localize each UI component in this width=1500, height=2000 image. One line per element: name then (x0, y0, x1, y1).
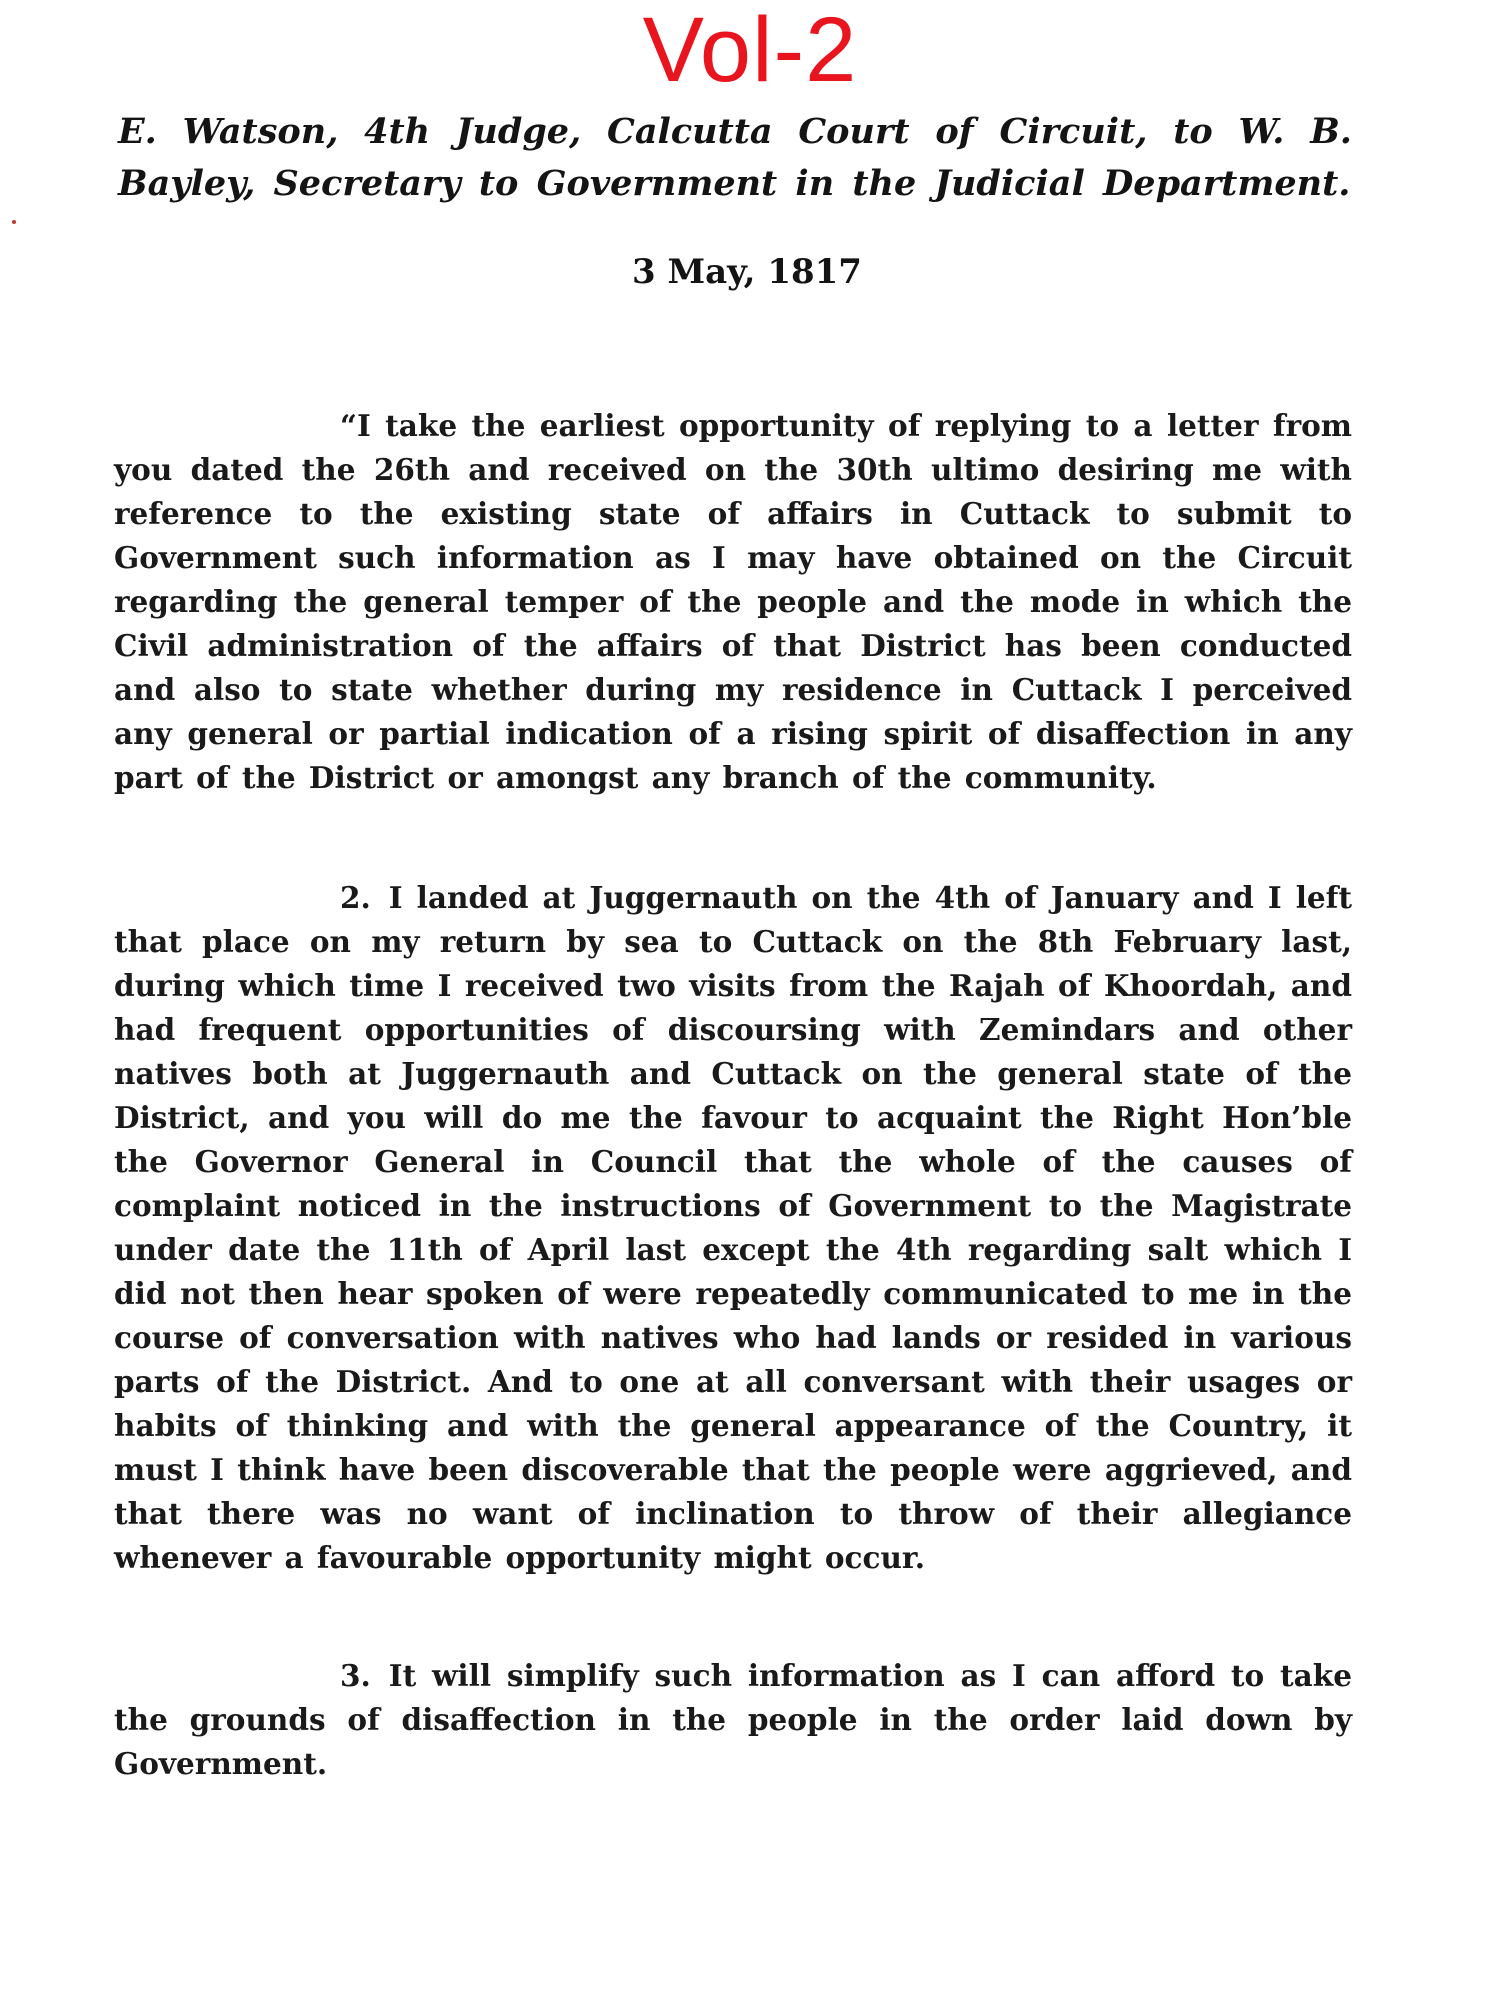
paragraph-3-number: 3. (340, 1657, 371, 1693)
letter-heading: E. Watson, 4th Judge, Calcutta Court of Circuit, to W. B. Bayley, Secretary to Government in the Judicial Department. (118, 111, 1352, 204)
volume-label: Vol-2 (642, 0, 858, 101)
paragraph-3-text: It will simplify such information as I can afford to take the grounds of disaffection in the people in the order laid down by Government. (114, 1657, 1352, 1781)
paragraph-1-text: “I take the earliest opportunity of replying to a letter from you dated the 26th and received on the 30th ultimo desiring me with reference to the existing state of affairs in Cuttack to submit to Government such information as I may have obtained on the Circuit regarding the general temper of the people and the mode in which the Civil administration of the affairs of that District has been conducted and also to state whether during my residence in Cuttack I perceived any general or partial indication of a rising spirit of disaffection in any part of the District or amongst any branch of the community. (114, 407, 1352, 795)
paragraph-2-number: 2. (340, 879, 371, 915)
letter-date: 3 May, 1817 (632, 252, 862, 292)
paragraph-2-text: I landed at Juggernauth on the 4th of January and I left that place on my return by sea to Cuttack on the 8th February last, during which time I received two visits from the Rajah of Khoordah, and had frequent opportunities of discoursing with Zemindars and other natives both at Juggernauth and Cuttack on the general state of the District, and you will do me the favour to acquaint the Right Hon’ble the Governor General in Council that the whole of the causes of complaint noticed in the instructions of Government to the Magistrate under date the 11th of April last except the 4th regarding salt which I did not then hear spoken of were repeatedly communicated to me in the course of conversation with natives who had lands or resided in various parts of the District. And to one at all conversant with their usages or habits of thinking and with the general appearance of the Country, it must I think have been discoverable that the people were aggrieved, and that there was no want of inclination to throw of their allegiance whenever a favourable opportunity might occur. (114, 879, 1352, 1575)
paragraph-3 (114, 1654, 1352, 1786)
paragraph-2 (114, 876, 1352, 1580)
paragraph-1 (114, 404, 1352, 800)
scan-speck (12, 220, 16, 224)
